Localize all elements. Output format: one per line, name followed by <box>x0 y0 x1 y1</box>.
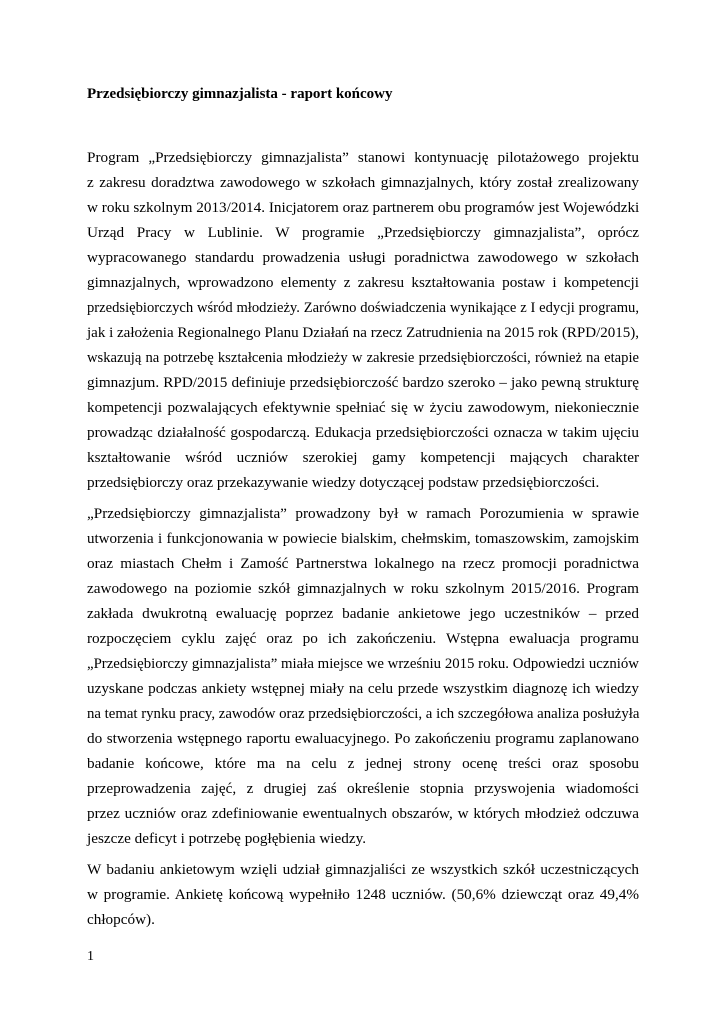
paragraph-1-line-1: Program „Przedsiębiorczy gimnazjalista” stanowi kontynuację pilotażowego projektu <box>87 149 639 166</box>
paragraph-1-line-10: gimnazjum. RPD/2015 definiuje przedsiębiorczość bardzo szeroko – jako pewną strukturę <box>87 374 639 391</box>
paragraph-2-line-4: zawodowego na poziomie szkół gimnazjalnych w roku szkolnym 2015/2016. Program <box>87 580 639 597</box>
paragraph-1-line-7: przedsiębiorczych wśród młodzieży. Zarówno doświadczenia wynikające z I edycji programu, <box>87 300 639 316</box>
paragraph-1-line-11: kompetencji pozwalających efektywnie spełniać się w życiu zawodowym, niekoniecznie <box>87 399 639 416</box>
paragraph-2-line-7: „Przedsiębiorczy gimnazjalista” miała miejsce we wrześniu 2015 roku. Odpowiedzi uczniów <box>87 656 639 672</box>
page-number: 1 <box>87 949 94 964</box>
paragraph-2-line-1: „Przedsiębiorczy gimnazjalista” prowadzony był w ramach Porozumienia w sprawie <box>87 505 639 522</box>
paragraph-1-line-3: w roku szkolnym 2013/2014. Inicjatorem oraz partnerem obu programów jest Wojewódzki <box>87 199 640 216</box>
paragraph-1-line-9: wskazują na potrzebę kształcenia młodzieży w zakresie przedsiębiorczości, również na etapie <box>87 350 639 366</box>
paragraph-3-line-1: W badaniu ankietowym wzięli udział gimnazjaliści ze wszystkich szkół uczestniczących <box>87 861 639 878</box>
paragraph-2-line-6: rozpoczęciem cyklu zajęć oraz po ich zakończeniu. Wstępna ewaluacja programu <box>87 630 639 647</box>
paragraph-1-line-5: wypracowanego standardu prowadzenia usługi poradnictwa zawodowego w szkołach <box>87 249 639 266</box>
paragraph-2-line-8: uzyskane podczas ankiety wstępnej miały na celu przede wszystkim diagnozę ich wiedzy <box>87 680 639 697</box>
paragraph-1-line-13: kształtowanie wśród uczniów szerokiej gamy kompetencji mających charakter <box>87 449 639 466</box>
paragraph-1-line-4: Urząd Pracy w Lublinie. W programie „Przedsiębiorczy gimnazjalista”, oprócz <box>87 224 639 241</box>
paragraph-2-line-11: badanie końcowe, które ma na celu z jednej strony ocenę treści oraz sposobu <box>87 755 639 772</box>
paragraph-2-line-10: do stworzenia wstępnego raportu ewaluacyjnego. Po zakończeniu programu zaplanowano <box>87 730 639 747</box>
paragraph-1-line-12: prowadząc działalność gospodarczą. Edukacja przedsiębiorczości oznacza w takim ujęciu <box>87 424 639 441</box>
paragraph-2-line-13: przez uczniów oraz zdefiniowanie ewentualnych obszarów, w których młodzież odczuwa <box>87 805 639 822</box>
paragraph-3-line-3: chłopców). <box>87 911 155 928</box>
paragraph-2-line-9: na temat rynku pracy, zawodów oraz przedsiębiorczości, a ich szczegółowa analiza posłużyła <box>87 706 640 722</box>
paragraph-3-line-2: w programie. Ankietę końcową wypełniło 1248 uczniów. (50,6% dziewcząt oraz 49,4% <box>87 886 639 903</box>
paragraph-2-line-2: utworzenia i funkcjonowania w powiecie bialskim, chełmskim, tomaszowskim, zamojskim <box>87 531 639 547</box>
paragraph-2-line-3: oraz miastach Chełm i Zamość Partnerstwa lokalnego na rzecz promocji poradnictwa <box>87 555 639 572</box>
paragraph-1-line-6: gimnazjalnych, wprowadzono elementy z zakresu kształtowania postaw i kompetencji <box>87 274 639 291</box>
paragraph-2-line-12: przeprowadzenia zajęć, z drugiej zaś określenie stopnia przyswojenia wiadomości <box>87 780 639 797</box>
paragraph-1-line-2: z zakresu doradztwa zawodowego w szkołach gimnazjalnych, który został zrealizowany <box>87 174 639 191</box>
paragraph-2-line-5: zakłada dwukrotną ewaluację poprzez badanie ankietowe jego uczestników – przed <box>87 605 639 622</box>
paragraph-2-line-14: jeszcze deficyt i potrzebę pogłębienia wiedzy. <box>87 830 367 847</box>
document-title: Przedsiębiorczy gimnazjalista - raport końcowy <box>87 86 393 102</box>
paragraph-1-line-14: przedsiębiorczy oraz przekazywanie wiedzy dotyczącej podstaw przedsiębiorczości. <box>87 474 600 491</box>
paragraph-1-line-8: jak i założenia Regionalnego Planu Działań na rzecz Zatrudnienia na 2015 rok (RPD/2015), <box>87 325 639 341</box>
